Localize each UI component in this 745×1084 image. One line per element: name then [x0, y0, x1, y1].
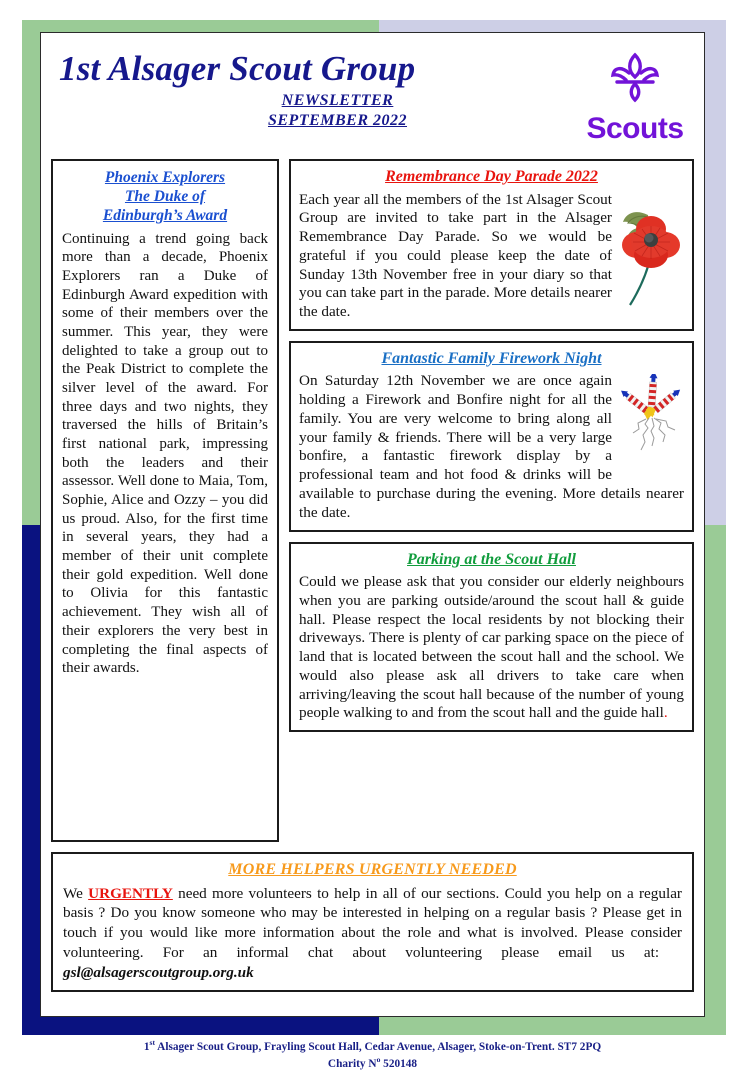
- helpers-text-after: need more volunteers to help in all of our sections. Could you help on a regular basis ? Do you know someone who may be interested in helping on a regular basis ? Please get in touch if you would like more information about the role and what is involved. Please consider volunteering. For an informal chat about volunteering please email us at:: [63, 884, 682, 961]
- footer: [0, 1038, 745, 1072]
- article-heading: MORE HELPERS URGENTLY NEEDED: [228, 861, 517, 878]
- article-body: [63, 884, 682, 983]
- article-heading: Fantastic Family Firework Night: [381, 349, 602, 367]
- newsletter-label: NEWSLETTER: [281, 92, 394, 109]
- footer-charity-pre: Charity N: [327, 1057, 377, 1070]
- footer-charity-number: [0, 1055, 745, 1072]
- heading-line-3: Edinburgh’s Award: [102, 206, 228, 224]
- article-body: [299, 573, 684, 723]
- helpers-text-before: We: [63, 884, 89, 902]
- left-column: [51, 159, 279, 852]
- masthead: [51, 49, 694, 159]
- article-more-helpers: [51, 852, 694, 992]
- content-columns: [51, 159, 694, 852]
- article-body: On Saturday 12th November we are once again holding a Firework and Bonfire night for all the family. You are very welcome to bring along all your family & friends. There will be a very large bonfire, a fantastic firework display by a professional team and hot food & drinks will be available to purchase during the evening. More details nearer the date.: [299, 372, 684, 521]
- fireworks-image: [618, 374, 684, 471]
- scouts-logo: [580, 51, 690, 144]
- parking-final-period: .: [663, 704, 668, 722]
- newsletter-page: [40, 32, 705, 1017]
- poppy-icon: [618, 193, 684, 311]
- article-phoenix-explorers: [51, 159, 279, 842]
- footer-ordinal-suffix: st: [149, 1038, 155, 1047]
- article-remembrance-day: [289, 159, 694, 331]
- heading-line-1: Phoenix Explorers: [104, 169, 226, 186]
- contact-email[interactable]: gsl@alsagerscoutgroup.org.uk: [63, 963, 254, 981]
- newsletter-date: SEPTEMBER 2022: [267, 112, 408, 129]
- footer-address-post: Alsager Scout Group, Frayling Scout Hall, Cedar Avenue, Alsager, Stoke-on-Trent. ST7 2PQ: [154, 1040, 602, 1053]
- fleur-de-lis-icon: [604, 51, 666, 109]
- article-body: Continuing a trend going back more than a decade, Phoenix Explorers ran a Duke of Edinburgh Award expedition with some of their members over the summer. This year, they were delighted to take a group out to the Peak District to complete the silver level of the award. For three days and two nights, they traversed the hills of Britain’s first national park, impressing both the leaders and their assessor. Well done to Maia, Tom, Sophie, Alice and Ozzy – you did us proud. Also, for the first time in several years, they had a member of their unit complete their gold expedition. Well done to Olivia for this fantastic achievement. They wish all of their explorers the very best in completing the final aspects of their awards.: [62, 230, 268, 677]
- page-title: 1st Alsager Scout Group: [59, 49, 416, 88]
- parking-body-text: Could we please ask that you consider our elderly neighbours when you are parking outside/around the scout hall & guide hall. Please respect the local residents by not blocking their driveways. There is plenty of car parking space on the piece of land that is located between the scout hall and the school. We would also please ask all drivers to take care when arriving/leaving the scout hall because of the number of young people walking to and from the scout hall and the guide hall: [299, 573, 684, 722]
- fireworks-icon: [618, 374, 684, 466]
- footer-address: [0, 1038, 745, 1055]
- footer-charity-sup: o: [376, 1055, 381, 1065]
- right-column: [289, 159, 694, 742]
- heading-line-2: The Duke of: [124, 187, 206, 205]
- urgently-emphasis: URGENTLY: [88, 884, 173, 902]
- article-heading: Parking at the Scout Hall: [407, 550, 576, 568]
- footer-address-pre: 1: [143, 1040, 150, 1053]
- footer-charity-post: 520148: [380, 1057, 418, 1070]
- poppy-image: [618, 193, 684, 316]
- scouts-wordmark: Scouts: [586, 112, 684, 145]
- article-body: Each year all the members of the 1st Alsager Scout Group are invited to take part in the Alsager Remembrance Day Parade. So we would be grateful if you could please keep the date of Sunday 13th November free in your diary so that you can take part in the parade. More details nearer the date.: [299, 190, 612, 321]
- article-parking: [289, 542, 694, 733]
- article-firework-night: [289, 341, 694, 532]
- article-heading: [62, 169, 268, 226]
- article-heading: Remembrance Day Parade 2022: [385, 168, 598, 185]
